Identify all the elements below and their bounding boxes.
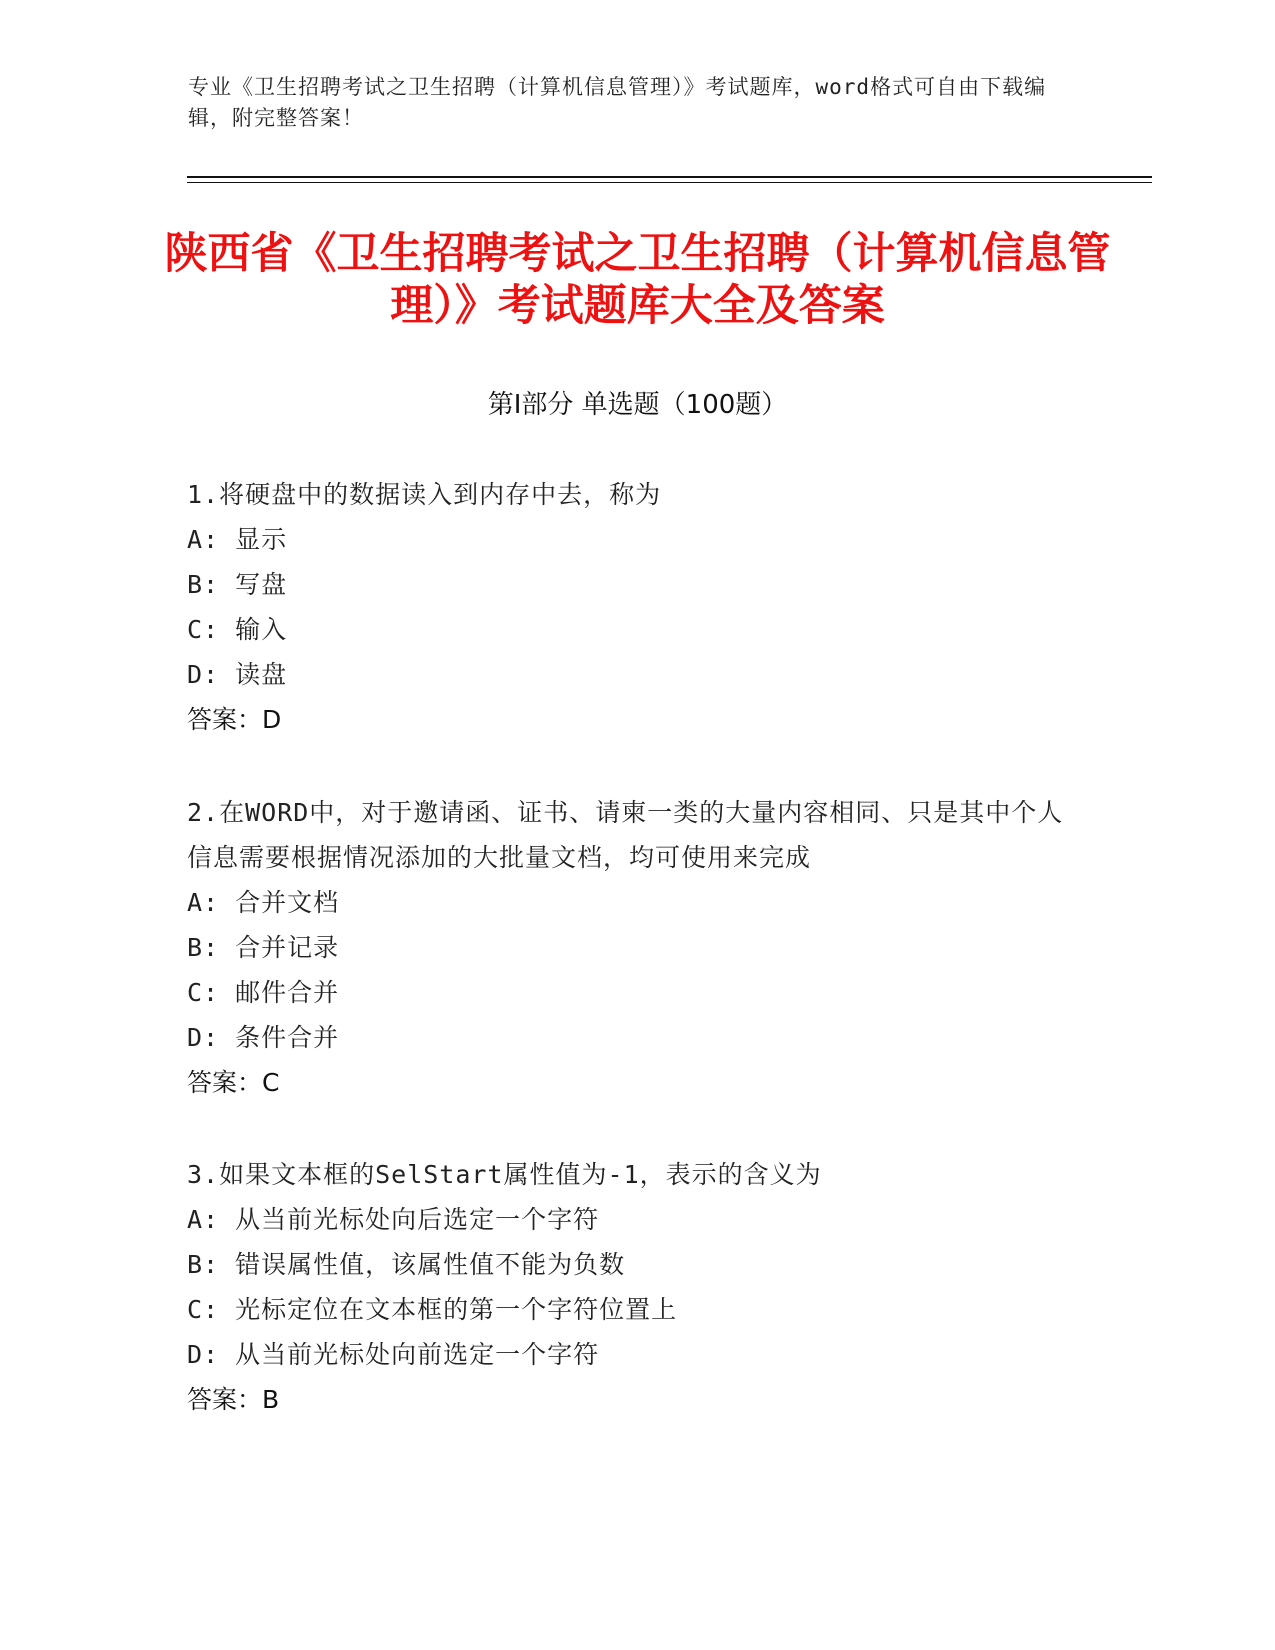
header-divider-thin: [187, 182, 1152, 183]
question-3: [187, 1152, 1087, 1422]
answer: 答案：B: [187, 1385, 280, 1414]
option-c: C: 光标定位在文本框的第一个字符位置上: [187, 1295, 678, 1324]
option-b: B: 合并记录: [187, 933, 340, 962]
option-d: D: 读盘: [187, 660, 288, 689]
option-c: C: 输入: [187, 615, 288, 644]
answer: 答案：C: [187, 1068, 280, 1097]
section-title: 第Ⅰ部分 单选题（100题）: [487, 390, 788, 420]
option-b: B: 写盘: [187, 570, 288, 599]
question-text: 2.在WORD中，对于邀请函、证书、请柬一类的大量内容相同、只是其中个人信息需要根据情况添加的大批量文档，均可使用来完成: [187, 798, 1064, 872]
question-text: 3.如果文本框的SelStart属性值为-1，表示的含义为: [187, 1160, 822, 1189]
question-2: [187, 790, 1087, 1105]
question-1: [187, 472, 1087, 742]
answer: 答案：D: [187, 705, 282, 734]
option-c: C: 邮件合并: [187, 978, 340, 1007]
document-title: 陕西省《卫生招聘考试之卫生招聘（计算机信息管理）》考试题库大全及答案: [164, 229, 1111, 331]
option-a: A: 合并文档: [187, 888, 340, 917]
question-text: 1.将硬盘中的数据读入到内存中去，称为: [187, 480, 662, 509]
option-a: A: 显示: [187, 525, 288, 554]
option-d: D: 条件合并: [187, 1023, 340, 1052]
option-b: B: 错误属性值，该属性值不能为负数: [187, 1250, 626, 1279]
option-d: D: 从当前光标处向前选定一个字符: [187, 1340, 600, 1369]
header-divider-thick: [187, 176, 1152, 178]
header-note: 专业《卫生招聘考试之卫生招聘（计算机信息管理）》考试题库，word格式可自由下载编辑，附完整答案！: [188, 75, 1047, 130]
option-a: A: 从当前光标处向后选定一个字符: [187, 1205, 600, 1234]
